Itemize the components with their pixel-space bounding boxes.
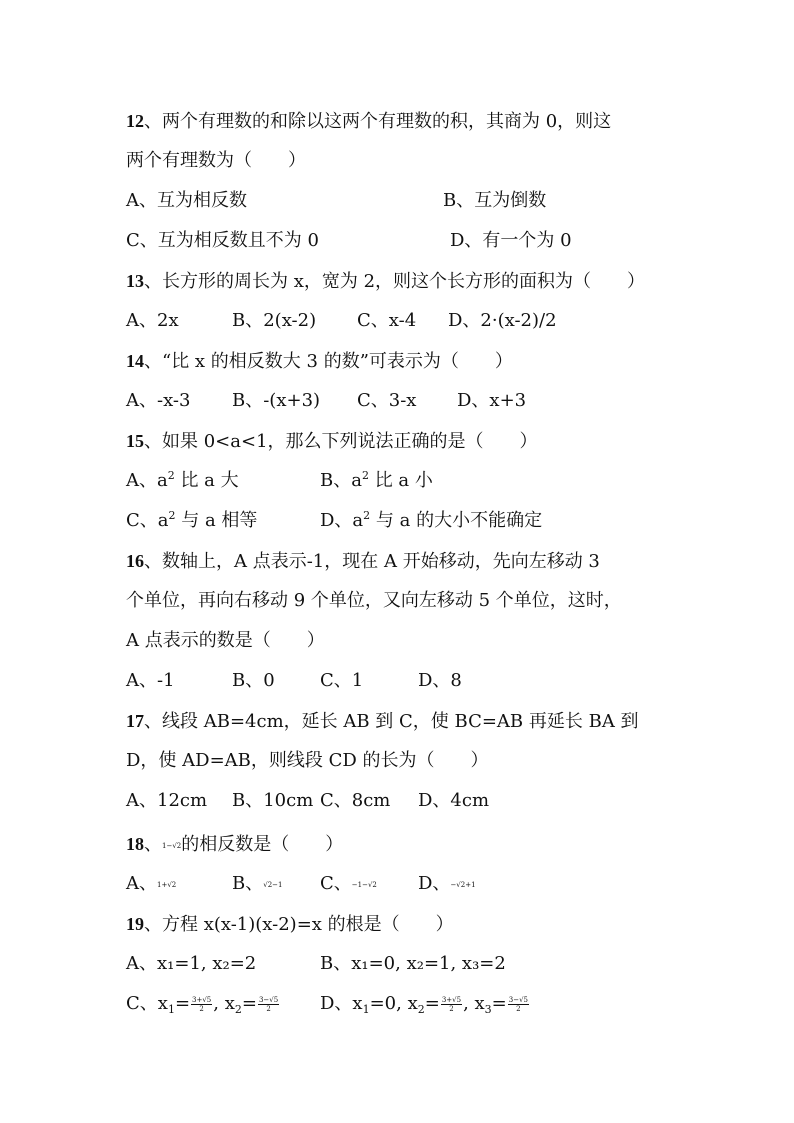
- question-15: [126, 430, 538, 453]
- question-text: 、数轴上，A 点表示-1，现在 A 开始移动，先向左移动 3: [144, 551, 600, 572]
- option-c: C、8cm: [320, 790, 391, 811]
- option-c: C、3-x: [357, 390, 417, 411]
- question-text: 的相反数是（ ）: [181, 834, 344, 855]
- question-17-line-1: [126, 710, 639, 733]
- option-a: A、-1: [126, 670, 175, 691]
- question-16-line-1: [126, 550, 600, 573]
- question-number: 17: [126, 711, 144, 731]
- question-17-line-2: D，使 AD=AB，则线段 CD 的长为（ ）: [126, 750, 489, 771]
- option-b: B、-(x+3): [232, 390, 321, 411]
- question-text: 、方程 x(x-1)(x-2)=x 的根是（ ）: [144, 914, 454, 935]
- option-d: D、8: [418, 670, 462, 691]
- option-b: B、$a^2$ 比 a 小: [320, 469, 433, 491]
- fraction: $\frac{3+√5}{2}$: [441, 995, 462, 1013]
- option-d: D、$a^2$ 与 a 的大小不能确定: [320, 509, 543, 531]
- option-d: D、x+3: [457, 390, 527, 411]
- option-c: C、−1−√2: [320, 873, 377, 894]
- option-c: C、$a^2$ 与 a 相等: [126, 509, 258, 531]
- option-a: A、2x: [126, 310, 179, 331]
- question-18: 18、1−√2的相反数是（ ）: [126, 834, 344, 855]
- option-b: B、0: [232, 670, 275, 691]
- option-d: D、有一个为 0: [450, 230, 572, 251]
- option-b: B、√2−1: [232, 873, 283, 894]
- question-19: [126, 913, 454, 936]
- option-a: A、1+√2: [126, 873, 177, 894]
- question-12-line-2: 两个有理数为（ ）: [126, 150, 306, 171]
- question-number: 16: [126, 551, 144, 571]
- math-expression: 1−√2: [162, 842, 182, 850]
- option-c: C、x-4: [357, 310, 417, 331]
- option-b: B、互为倒数: [443, 190, 547, 211]
- question-number: 13: [126, 271, 144, 291]
- question-number: 19: [126, 914, 144, 934]
- question-text: 、如果 0<a<1，那么下列说法正确的是（ ）: [144, 431, 538, 452]
- option-c: C、1: [320, 670, 364, 691]
- question-12-line-1: [126, 110, 611, 133]
- question-16-line-2: 个单位，再向右移动 9 个单位，又向左移动 5 个单位，这时，: [126, 590, 622, 611]
- option-c: C、互为相反数且不为 0: [126, 230, 319, 251]
- question-number: 14: [126, 351, 144, 371]
- option-b: B、10cm: [232, 790, 314, 811]
- option-a: A、-x-3: [126, 390, 191, 411]
- question-13: [126, 270, 645, 293]
- question-text: 、两个有理数的和除以这两个有理数的积，其商为 0，则这: [144, 111, 612, 132]
- fraction: $\frac{3-√5}{2}$: [508, 995, 528, 1013]
- question-number: 12: [126, 111, 144, 131]
- question-number: 18: [126, 834, 144, 854]
- option-a: A、$a^2$ 比 a 大: [126, 469, 239, 491]
- option-d: D、$x_1=0$, $x_2=$ $\frac{3+√5}{2}$ , $x_3=$ $\frac{3-√5}{2}$: [320, 993, 528, 1016]
- question-16-line-3: A 点表示的数是（ ）: [126, 630, 325, 651]
- option-a: A、互为相反数: [126, 190, 247, 211]
- question-14: [126, 350, 513, 373]
- question-number: 15: [126, 431, 144, 451]
- option-a: A、12cm: [126, 790, 208, 811]
- question-text: 、线段 AB=4cm，延长 AB 到 C，使 BC=AB 再延长 BA 到: [144, 711, 639, 732]
- fraction: $\frac{3-√5}{2}$: [258, 995, 279, 1013]
- option-d: D、−√2+1: [418, 873, 476, 894]
- option-c: C、$x_1=$ $\frac{3+√5}{2}$ , $x_2=$ $\frac{3-√5}{2}$: [126, 993, 279, 1016]
- option-b: B、2(x-2): [232, 310, 317, 331]
- question-text: 、“比 x 的相反数大 3 的数”可表示为（ ）: [144, 351, 513, 372]
- question-text: 、长方形的周长为 x，宽为 2，则这个长方形的面积为（ ）: [144, 271, 646, 292]
- fraction: $\frac{3+√5}{2}$: [192, 995, 212, 1013]
- option-d: D、4cm: [418, 790, 490, 811]
- option-a: A、x₁=1, x₂=2: [126, 953, 257, 974]
- option-d: D、2·(x-2)/2: [448, 310, 557, 331]
- option-b: B、x₁=0, x₂=1, x₃=2: [320, 953, 506, 974]
